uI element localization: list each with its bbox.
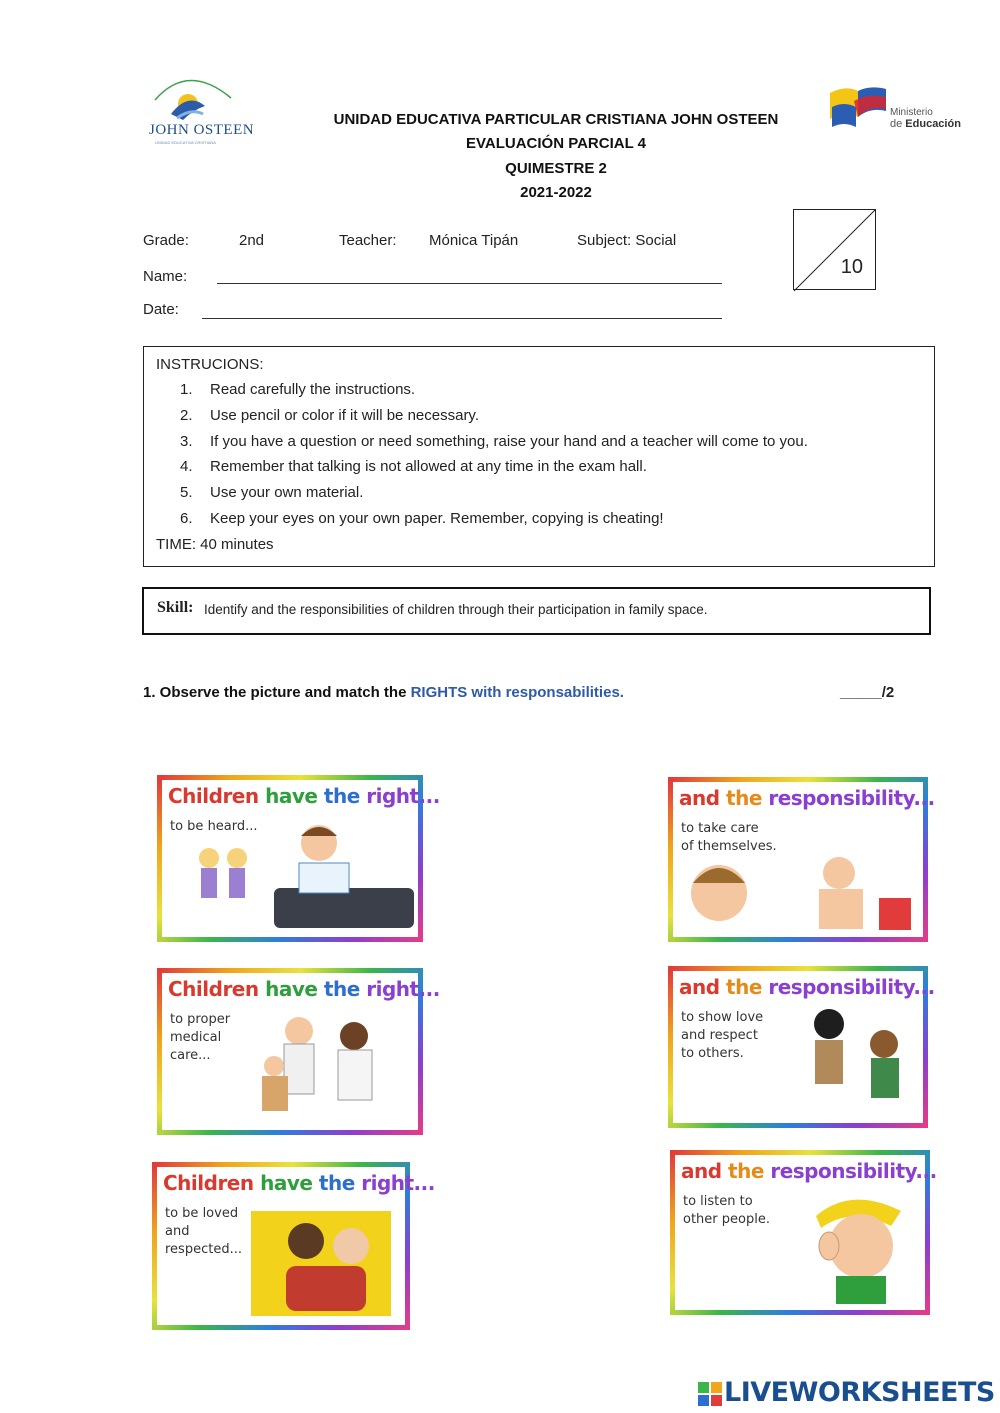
rights-card-loved[interactable]	[152, 1162, 435, 1330]
self-care-icon	[679, 843, 919, 933]
instruction-item: 5. Use your own material.	[180, 484, 364, 501]
ministry-flag-icon	[828, 83, 888, 129]
school-logo	[143, 70, 255, 150]
skill-label: Skill:	[157, 599, 194, 616]
card-heading: Children have the right...	[168, 977, 440, 1001]
grade-label: Grade:	[143, 232, 189, 249]
rights-card-heard[interactable]	[157, 775, 440, 942]
instruction-item: 2. Use pencil or color if it will be necessary.	[180, 407, 479, 424]
card-heading: and the responsibility...	[679, 786, 935, 810]
card-text: to listen to other people.	[683, 1194, 770, 1227]
rights-card-medical[interactable]	[157, 968, 440, 1135]
children-talking-icon	[179, 818, 414, 933]
subject-label: Subject: Social	[577, 232, 677, 249]
ministry-line1: Ministerio	[890, 107, 933, 118]
instruction-item: 3. If you have a question or need something, raise your hand and a teacher will come to you.	[180, 433, 808, 450]
card-text: to be heard...	[170, 819, 258, 834]
instruction-item: 1. Read carefully the instructions.	[180, 381, 416, 398]
question-1-score: _____/2	[840, 684, 895, 701]
responsibility-card-self-care[interactable]	[668, 777, 935, 942]
term-title: QUIMESTRE 2	[505, 160, 607, 177]
instruction-item: 4. Remember that talking is not allowed at any time in the exam hall.	[180, 458, 647, 475]
school-logo-tagline: UNIDAD EDUCATIVA CRISTIANA	[155, 140, 216, 145]
date-field[interactable]	[202, 318, 722, 319]
score-box[interactable]	[793, 209, 876, 290]
family-hug-icon	[241, 1206, 401, 1321]
skill-text: Identify and the responsibilities of children through their participation in family space.	[204, 602, 708, 617]
ministry-logo	[828, 83, 968, 131]
instructions-box	[143, 346, 935, 567]
card-heading: and the responsibility...	[679, 975, 935, 999]
name-field[interactable]	[217, 283, 722, 284]
card-heading: and the responsibility...	[681, 1159, 937, 1183]
responsibility-card-listen[interactable]	[670, 1150, 937, 1315]
card-text: to take care of themselves.	[681, 821, 777, 854]
teacher-value: Mónica Tipán	[429, 232, 519, 249]
teacher-label: Teacher:	[339, 232, 397, 249]
instructions-title: INSTRUCIONS:	[156, 356, 264, 373]
doctor-visit-icon	[244, 1006, 414, 1126]
ministry-line2: de Educación	[890, 118, 961, 130]
responsibility-card-love-respect[interactable]	[668, 966, 935, 1128]
children-walking-icon	[789, 1004, 919, 1119]
score-max: 10	[840, 256, 863, 278]
instruction-item: 6. Keep your eyes on your own paper. Remember, copying is cheating!	[180, 510, 664, 527]
grade-value: 2nd	[239, 232, 265, 249]
score-slash	[794, 210, 877, 291]
card-heading: Children have the right...	[163, 1171, 435, 1195]
liveworksheets-text: LIVEWORKSHEETS	[724, 1377, 995, 1408]
school-logo-name: JOHN OSTEEN	[149, 122, 255, 138]
card-text: to proper medical care...	[170, 1012, 231, 1063]
card-heading: Children have the right...	[168, 784, 440, 808]
year-title: 2021-2022	[520, 184, 592, 201]
exam-time: TIME: 40 minutes	[156, 536, 274, 553]
name-label: Name:	[143, 268, 188, 285]
card-text: to show love and respect to others.	[681, 1010, 764, 1061]
date-label: Date:	[143, 301, 179, 318]
skill-box	[142, 587, 931, 635]
question-1: 1. Observe the picture and match the RIGHTS with responsabilities.	[143, 684, 624, 701]
child-listening-icon	[791, 1186, 921, 1306]
liveworksheets-logo-icon	[698, 1382, 722, 1406]
evaluation-title: EVALUACIÓN PARCIAL 4	[465, 135, 646, 152]
card-text: to be loved and respected...	[165, 1206, 242, 1257]
school-title: UNIDAD EDUCATIVA PARTICULAR CRISTIANA JOHN OSTEEN	[333, 111, 779, 128]
school-logo-icon	[143, 70, 243, 125]
